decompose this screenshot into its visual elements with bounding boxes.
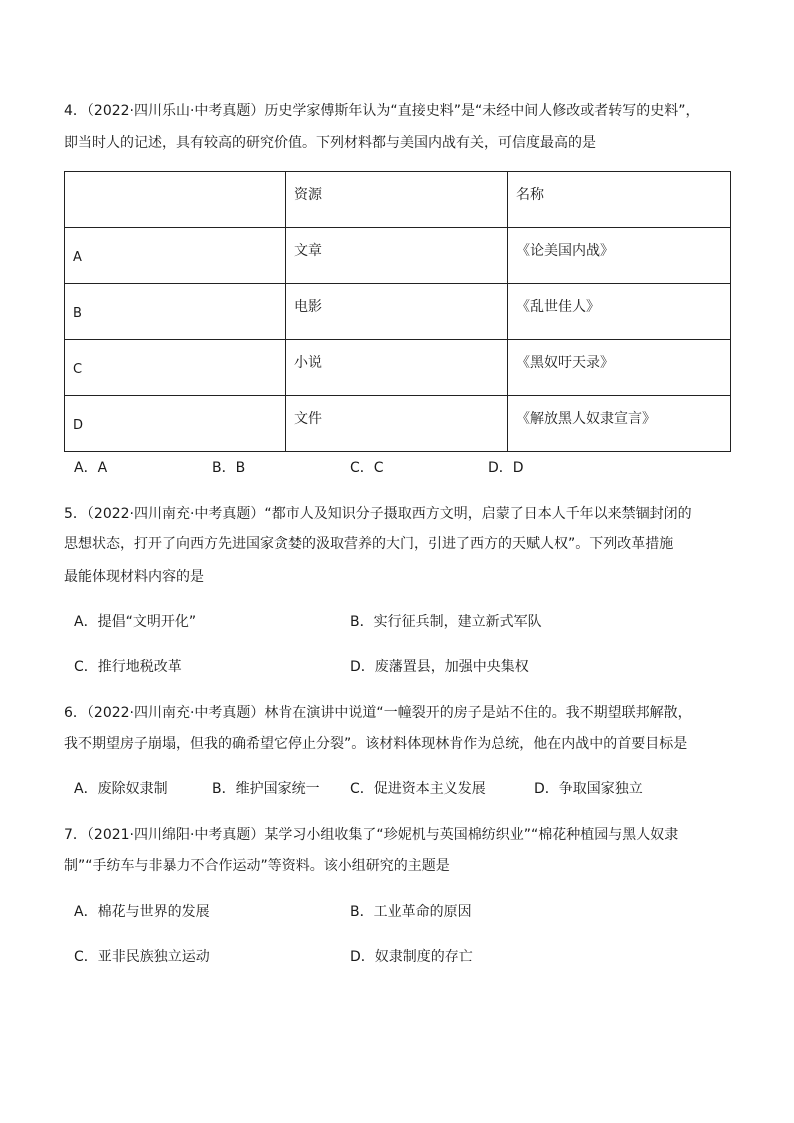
- q4-source-table: [64, 171, 731, 452]
- q5-stem-line2: 思想状态，打开了向西方先进国家贪婪的汲取营养的大门，引进了西方的天赋人权”。下列改革措施: [64, 536, 674, 552]
- q4-option-a: A．A: [74, 460, 108, 476]
- q5-option-c: C．推行地税改革: [74, 659, 182, 675]
- q7-stem-line2: 制”“手纺车与非暴力不合作运动”等资料。该小组研究的主题是: [64, 858, 450, 874]
- q4-option-d: D．D: [488, 460, 524, 476]
- table-header-row: [65, 172, 731, 228]
- table-cell-resource: 电影: [286, 284, 508, 340]
- q4-stem-line2: 即当时人的记述，具有较高的研究价值。下列材料都与美国内战有关，可信度最高的是: [64, 135, 596, 151]
- q7-option-d: D．奴隶制度的存亡: [350, 949, 473, 965]
- q7-option-c: C．亚非民族独立运动: [74, 949, 210, 965]
- q7-option-b: B．工业革命的原因: [350, 904, 472, 920]
- q6-option-d: D．争取国家独立: [534, 781, 643, 797]
- q5-stem-line1: 5．（2022·四川南充·中考真题）“都市人及知识分子摄取西方文明，启蒙了日本人千年以来禁锢封闭的: [64, 506, 692, 522]
- q6-option-b: B．维护国家统一: [212, 781, 320, 797]
- table-header-cell: 资源: [286, 172, 508, 228]
- q4-stem-line1: 4．（2022·四川乐山·中考真题）历史学家傅斯年认为“直接史料”是“未经中间人修改或者转写的史料”，: [64, 103, 700, 119]
- q7-stem-line1: 7．（2021·四川绵阳·中考真题）某学习小组收集了“珍妮机与英国棉纺织业”“棉花种植园与黑人奴隶: [64, 827, 679, 843]
- table-cell-title: 《黑奴吁天录》: [508, 340, 731, 396]
- table-header-cell: [65, 172, 286, 228]
- q6-option-a: A．废除奴隶制: [74, 781, 168, 797]
- table-cell-title: 《乱世佳人》: [508, 284, 731, 340]
- table-cell-label: D: [65, 396, 286, 452]
- table-cell-label: B: [65, 284, 286, 340]
- table-cell-title: 《解放黑人奴隶宣言》: [508, 396, 731, 452]
- table-header-cell: 名称: [508, 172, 731, 228]
- table-cell-resource: 文章: [286, 228, 508, 284]
- table-row: [65, 340, 731, 396]
- table-row: [65, 228, 731, 284]
- q5-option-b: B．实行征兵制，建立新式军队: [350, 614, 542, 630]
- q6-stem-line2: 我不期望房子崩塌，但我的确希望它停止分裂”。该材料体现林肯作为总统，他在内战中的首要目标是: [64, 736, 688, 752]
- q7-option-a: A．棉花与世界的发展: [74, 904, 210, 920]
- q4-option-c: C．C: [350, 460, 384, 476]
- q4-option-b: B．B: [212, 460, 246, 476]
- table-cell-label: A: [65, 228, 286, 284]
- table-cell-resource: 文件: [286, 396, 508, 452]
- q6-stem-line1: 6．（2022·四川南充·中考真题）林肯在演讲中说道“一幢裂开的房子是站不住的。我不期望联邦解散，: [64, 705, 692, 721]
- q5-option-d: D．废藩置县，加强中央集权: [350, 659, 529, 675]
- table-row: [65, 396, 731, 452]
- table-cell-title: 《论美国内战》: [508, 228, 731, 284]
- q5-option-a: A．提倡“文明开化”: [74, 614, 197, 630]
- q5-stem-line3: 最能体现材料内容的是: [64, 569, 204, 585]
- table-cell-resource: 小说: [286, 340, 508, 396]
- table-cell-label: C: [65, 340, 286, 396]
- q6-option-c: C．促进资本主义发展: [350, 781, 486, 797]
- table-row: [65, 284, 731, 340]
